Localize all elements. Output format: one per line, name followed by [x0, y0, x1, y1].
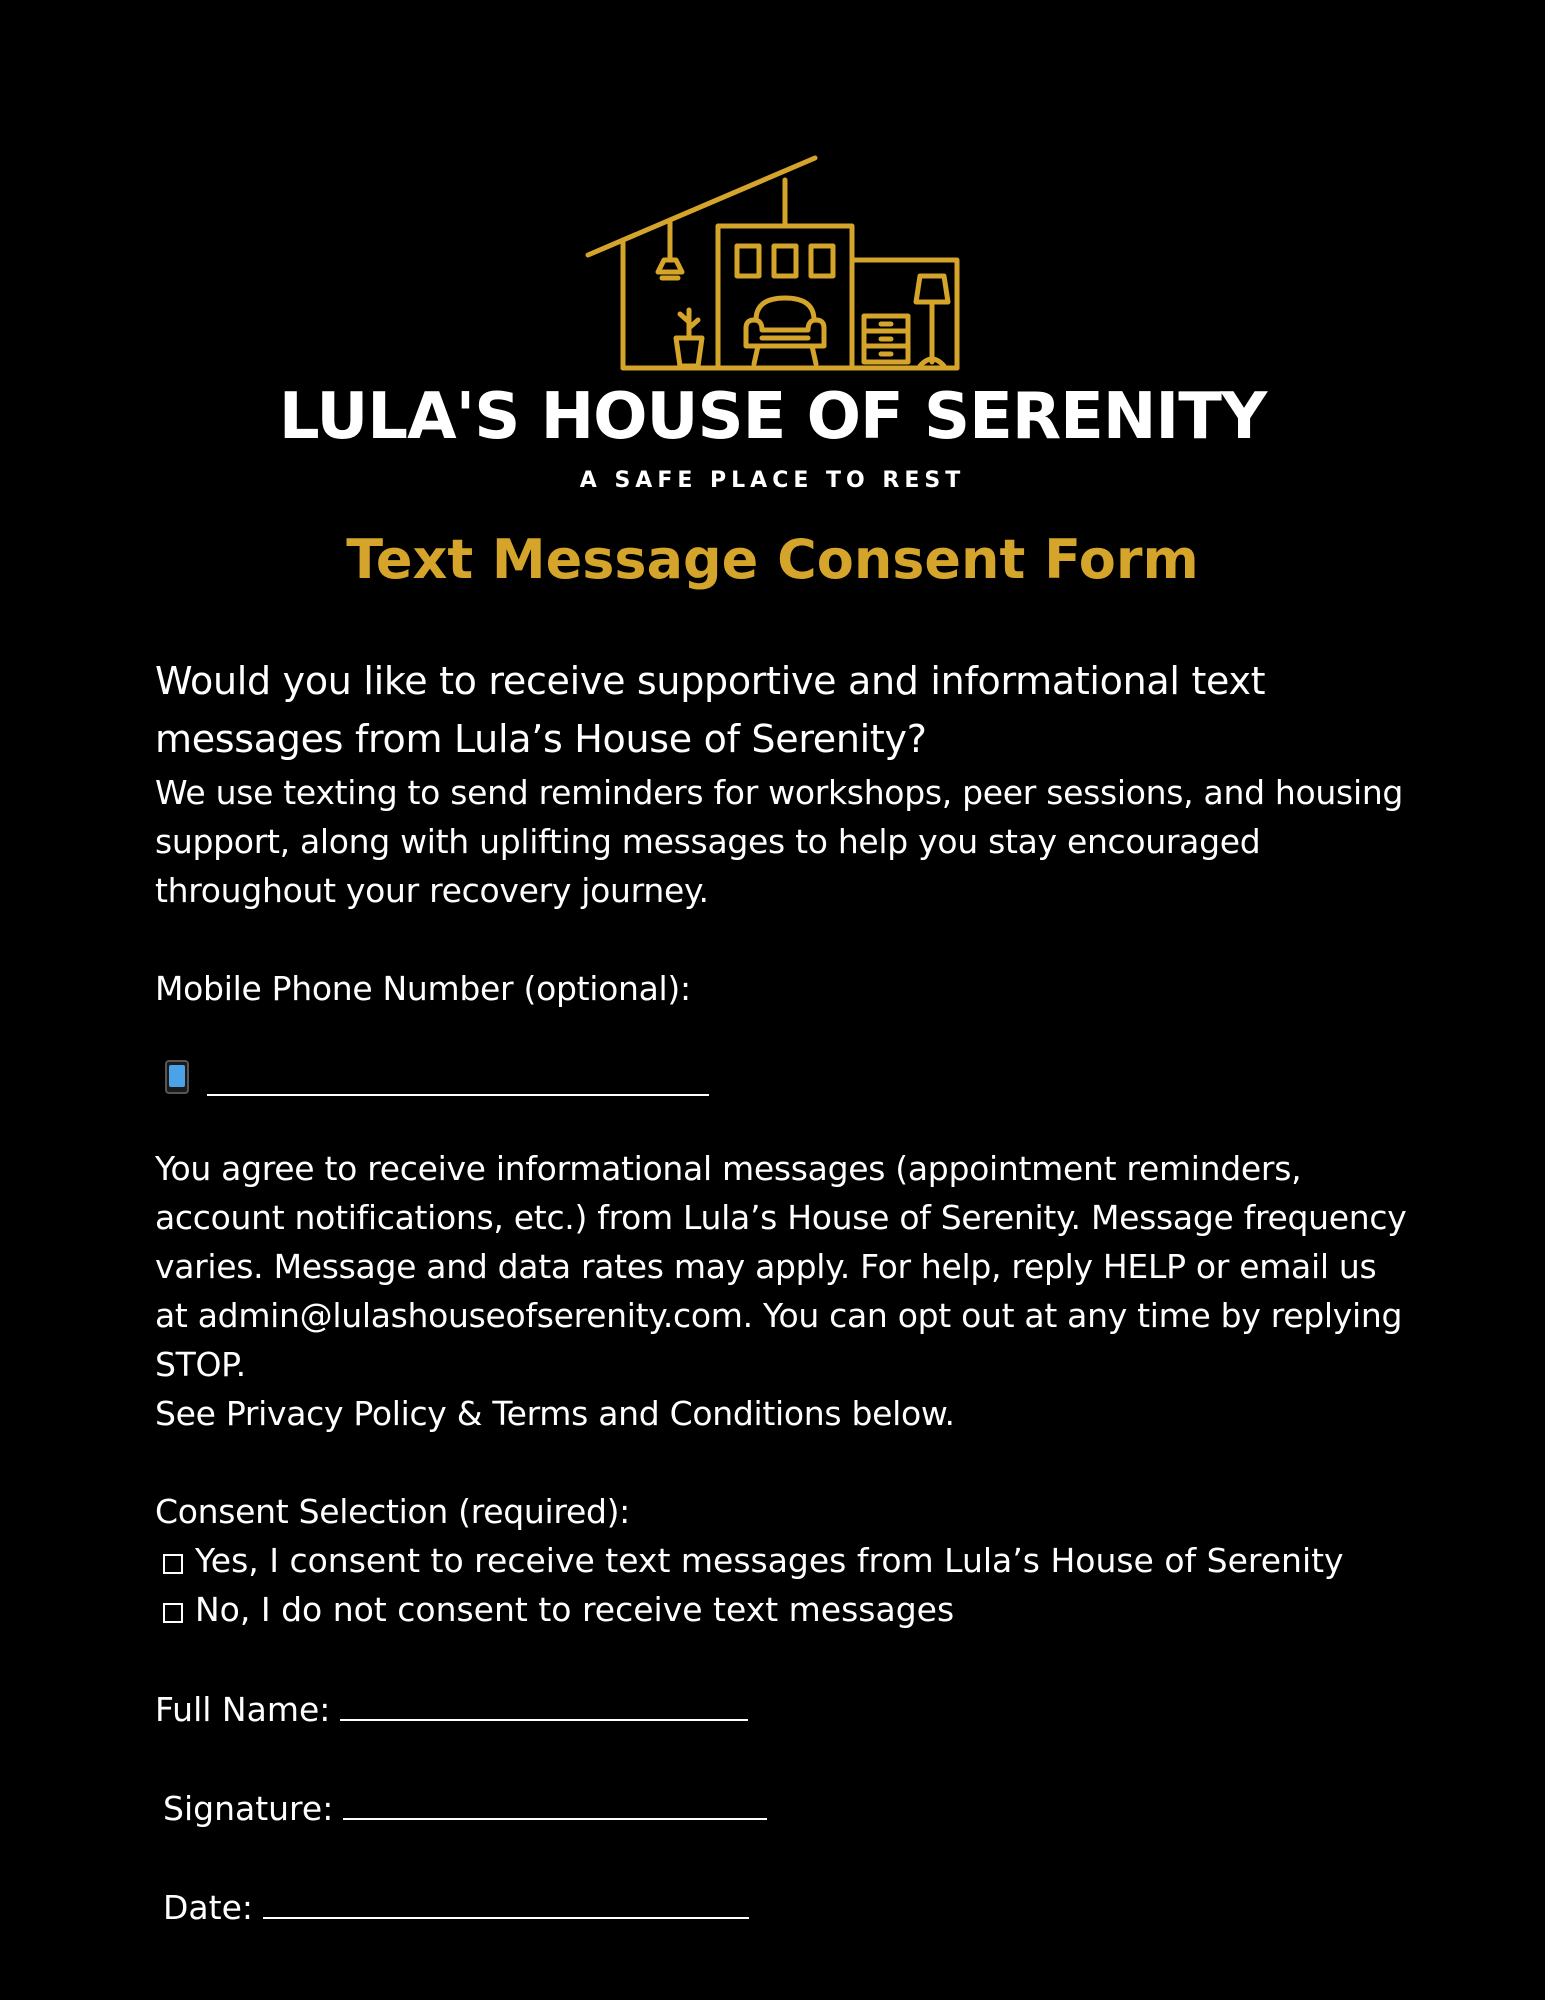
consent-no-checkbox[interactable]: [163, 1603, 183, 1623]
mobile-phone-icon: [165, 1060, 189, 1094]
form-title: Text Message Consent Form: [346, 528, 1199, 591]
consent-no-option[interactable]: [155, 1585, 1415, 1634]
consent-question: Would you like to receive supportive and informational text messages from Lula’s House of Serenity?: [155, 659, 1266, 761]
consent-yes-option[interactable]: [155, 1536, 1415, 1585]
consent-yes-label: Yes, I consent to receive text messages from Lula’s House of Serenity: [195, 1541, 1344, 1580]
consent-yes-checkbox[interactable]: [163, 1554, 183, 1574]
form-body: [155, 652, 1415, 1932]
date-field[interactable]: [263, 1881, 749, 1919]
consent-selection-label: Consent Selection (required):: [155, 1492, 630, 1531]
signature-row: [155, 1782, 1415, 1833]
full-name-label: Full Name:: [155, 1690, 331, 1729]
intro-paragraph: We use texting to send reminders for workshops, peer sessions, and housing support, along with uplifting messages to help you stay encouraged throughout your recovery journey.: [155, 773, 1404, 910]
agreement-paragraph: You agree to receive informational messages (appointment reminders, account notifications, etc.) from Lula’s House of Serenity. Message frequency varies. Message and data rates may apply. For help, reply HELP or email us at admin@lulashouseofserenity.com. You can opt out at any time by replying STOP.: [155, 1149, 1407, 1384]
full-name-row: [155, 1683, 1415, 1734]
phone-label: Mobile Phone Number (optional):: [155, 969, 691, 1008]
full-name-field[interactable]: [340, 1683, 748, 1721]
signature-field[interactable]: [343, 1782, 767, 1820]
house-logo-icon: [580, 150, 970, 375]
phone-field-row: [155, 1058, 1415, 1096]
signature-label: Signature:: [163, 1789, 334, 1828]
brand-name: LULA'S HOUSE OF SERENITY: [278, 380, 1267, 454]
phone-number-field[interactable]: [207, 1058, 709, 1096]
brand-tagline: A SAFE PLACE TO REST: [579, 468, 966, 493]
date-label: Date:: [163, 1888, 253, 1927]
consent-no-label: No, I do not consent to receive text messages: [195, 1590, 955, 1629]
date-row: [155, 1881, 1415, 1932]
policy-note: See Privacy Policy & Terms and Conditions below.: [155, 1394, 955, 1433]
